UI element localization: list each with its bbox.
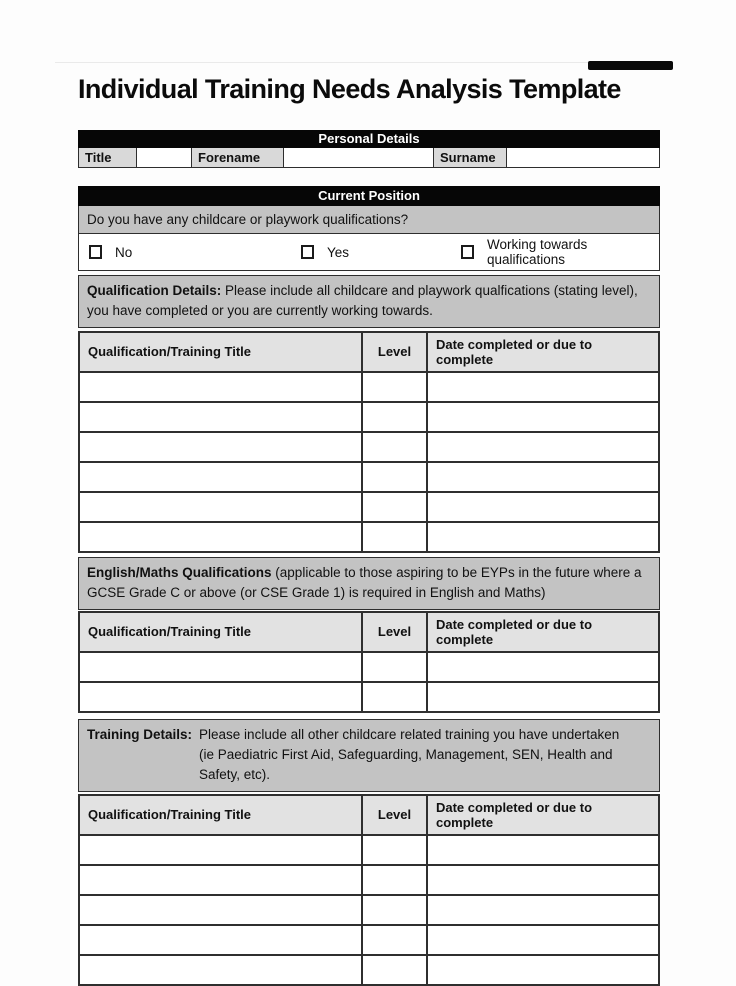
column-header-qualification-title: Qualification/Training Title <box>79 795 362 835</box>
title-field[interactable] <box>136 148 191 167</box>
form-body <box>78 130 660 986</box>
forename-field[interactable] <box>283 148 433 167</box>
english-maths-table <box>78 611 660 713</box>
empty-cell[interactable] <box>427 835 659 865</box>
table-header-row <box>79 332 659 372</box>
empty-cell[interactable] <box>362 865 427 895</box>
column-header-date-completed: Date completed or due to complete <box>427 332 659 372</box>
column-header-qualification-title: Qualification/Training Title <box>79 332 362 372</box>
empty-cell[interactable] <box>79 682 362 712</box>
forename-label: Forename <box>191 148 283 167</box>
empty-cell[interactable] <box>427 652 659 682</box>
empty-cell[interactable] <box>427 682 659 712</box>
title-label: Title <box>79 148 136 167</box>
empty-cell[interactable] <box>427 955 659 985</box>
empty-cell[interactable] <box>79 432 362 462</box>
empty-cell[interactable] <box>362 925 427 955</box>
qualification-details-description: Please include all childcare and playwork qualfications (stating level), you have completed or you are currently working towards. <box>87 283 638 318</box>
empty-cell[interactable] <box>79 925 362 955</box>
empty-cell[interactable] <box>79 652 362 682</box>
empty-cell[interactable] <box>427 492 659 522</box>
empty-cell[interactable] <box>79 522 362 552</box>
column-header-date-completed: Date completed or due to complete <box>427 795 659 835</box>
empty-cell[interactable] <box>427 895 659 925</box>
empty-cell[interactable] <box>79 462 362 492</box>
empty-table-row <box>79 652 659 682</box>
empty-cell[interactable] <box>427 462 659 492</box>
empty-cell[interactable] <box>427 432 659 462</box>
training-details-description-line1: Please include all other childcare related training you have undertaken <box>199 726 620 742</box>
no-checkbox[interactable] <box>89 245 102 259</box>
yes-label: Yes <box>327 244 350 260</box>
section-header-personal-details: Personal Details <box>78 130 660 148</box>
redacted-mark <box>588 61 673 70</box>
column-header-date-completed: Date completed or due to complete <box>427 612 659 652</box>
english-maths-description: (applicable to those aspiring to be EYPs in the future where a GCSE Grade C or above (or CSE Grade 1) is required in English and Maths) <box>87 564 642 600</box>
empty-table-row <box>79 835 659 865</box>
training-details-description <box>199 725 651 785</box>
option-working-towards[interactable] <box>451 237 659 267</box>
table-header-row <box>79 612 659 652</box>
option-no[interactable] <box>79 245 291 260</box>
qualification-details-note <box>78 275 660 328</box>
empty-cell[interactable] <box>427 402 659 432</box>
empty-table-row <box>79 895 659 925</box>
empty-cell[interactable] <box>362 462 427 492</box>
empty-cell[interactable] <box>362 492 427 522</box>
empty-cell[interactable] <box>362 955 427 985</box>
empty-table-row <box>79 925 659 955</box>
empty-cell[interactable] <box>79 895 362 925</box>
section-header-current-position: Current Position <box>78 186 660 206</box>
column-header-qualification-title: Qualification/Training Title <box>79 612 362 652</box>
empty-cell[interactable] <box>427 925 659 955</box>
empty-table-row <box>79 372 659 402</box>
empty-table-row <box>79 462 659 492</box>
empty-table-row <box>79 522 659 552</box>
qualification-options-row <box>78 234 660 271</box>
working-towards-label: Working towards qualifications <box>487 237 588 267</box>
surname-field[interactable] <box>506 148 659 167</box>
qualification-details-label: Qualification Details: <box>87 283 222 298</box>
empty-cell[interactable] <box>362 652 427 682</box>
empty-table-row <box>79 432 659 462</box>
working-towards-checkbox[interactable] <box>461 245 474 259</box>
empty-table-row <box>79 865 659 895</box>
qualification-details-table <box>78 331 660 553</box>
empty-cell[interactable] <box>427 522 659 552</box>
empty-table-row <box>79 402 659 432</box>
table-header-row <box>79 795 659 835</box>
column-header-level: Level <box>362 332 427 372</box>
training-details-label: Training Details: <box>87 726 193 742</box>
empty-cell[interactable] <box>362 522 427 552</box>
top-divider-line <box>55 62 605 63</box>
column-header-level: Level <box>362 612 427 652</box>
empty-cell[interactable] <box>79 865 362 895</box>
page-title: Individual Training Needs Analysis Template <box>78 74 621 104</box>
empty-cell[interactable] <box>362 895 427 925</box>
empty-cell[interactable] <box>362 682 427 712</box>
english-maths-note <box>78 557 660 610</box>
training-details-table <box>78 794 660 986</box>
empty-table-row <box>79 492 659 522</box>
empty-cell[interactable] <box>362 402 427 432</box>
empty-table-row <box>79 682 659 712</box>
training-details-description-line2: (ie Paediatric First Aid, Safeguarding, Management, SEN, Health and Safety, etc). <box>199 746 613 782</box>
childcare-qualifications-question: Do you have any childcare or playwork qualifications? <box>78 206 660 234</box>
yes-checkbox[interactable] <box>301 245 314 259</box>
surname-label: Surname <box>433 148 506 167</box>
empty-cell[interactable] <box>362 372 427 402</box>
no-label: No <box>115 244 133 260</box>
empty-table-row <box>79 955 659 985</box>
option-yes[interactable] <box>291 245 451 260</box>
empty-cell[interactable] <box>362 835 427 865</box>
column-header-level: Level <box>362 795 427 835</box>
empty-cell[interactable] <box>79 955 362 985</box>
empty-cell[interactable] <box>427 865 659 895</box>
english-maths-label: English/Maths Qualifications <box>87 564 272 580</box>
empty-cell[interactable] <box>79 835 362 865</box>
training-details-note <box>78 719 660 792</box>
empty-cell[interactable] <box>79 402 362 432</box>
personal-details-row <box>78 148 660 168</box>
empty-cell[interactable] <box>79 372 362 402</box>
empty-cell[interactable] <box>79 492 362 522</box>
empty-cell[interactable] <box>362 432 427 462</box>
empty-cell[interactable] <box>427 372 659 402</box>
